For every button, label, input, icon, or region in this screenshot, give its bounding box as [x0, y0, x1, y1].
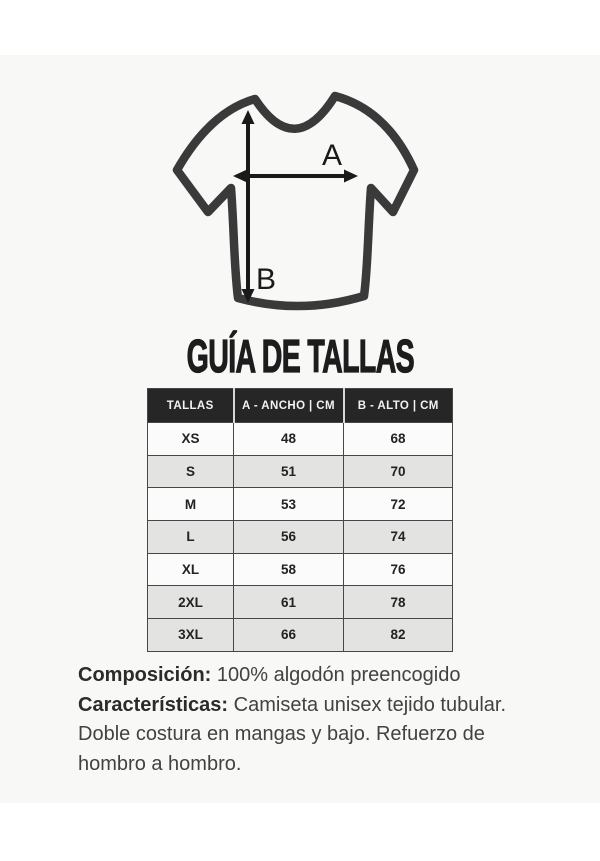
width-cell: 53 [234, 488, 344, 521]
size-cell: S [148, 455, 234, 488]
table-row [148, 553, 453, 586]
height-label-b: B [256, 263, 277, 296]
description-lead-label: Características: [78, 693, 229, 716]
height-cell: 76 [344, 553, 453, 586]
width-label-a: A [322, 139, 343, 172]
height-cell: 72 [344, 488, 453, 521]
table-row [148, 488, 453, 521]
description-text: hombro a hombro. [78, 752, 242, 775]
width-cell: 66 [234, 619, 344, 652]
height-cell: 68 [344, 423, 453, 456]
size-cell: M [148, 488, 234, 521]
tshirt-outline-icon [177, 96, 414, 306]
width-cell: 48 [234, 423, 344, 456]
size-table-header [148, 389, 453, 423]
size-table-body [148, 423, 453, 652]
width-cell: 51 [234, 455, 344, 488]
header-tallas: TALLAS [148, 389, 234, 423]
size-table [147, 388, 453, 652]
description-text: 100% algodón preencogido [211, 664, 461, 686]
table-row [148, 455, 453, 488]
title-row [0, 330, 600, 382]
height-cell: 70 [344, 455, 453, 488]
width-cell: 56 [234, 521, 344, 554]
height-cell: 74 [344, 521, 453, 554]
width-cell: 58 [234, 553, 344, 586]
tshirt-diagram-svg [165, 82, 435, 322]
description-lead-label: Composición: [78, 664, 212, 686]
header-alto: B - ALTO | CM [344, 389, 453, 423]
size-cell: XL [148, 553, 234, 586]
size-cell: 3XL [148, 619, 234, 652]
description [78, 661, 558, 779]
height-cell: 78 [344, 586, 453, 619]
size-cell: 2XL [148, 586, 234, 619]
width-cell: 61 [234, 586, 344, 619]
tshirt-measurement-diagram [165, 82, 435, 322]
description-line [78, 691, 558, 721]
size-cell: XS [148, 423, 234, 456]
header-ancho: A - ANCHO | CM [234, 389, 344, 423]
description-text: Doble costura en mangas y bajo. Refuerzo de [78, 723, 485, 745]
table-row [148, 619, 453, 652]
description-text: Camiseta unisex tejido tubular. [228, 693, 507, 716]
size-cell: L [148, 521, 234, 554]
page-title: GUÍA DE TALLAS [186, 330, 414, 382]
description-line [78, 750, 558, 780]
table-row [148, 521, 453, 554]
height-arrow-icon [242, 110, 255, 303]
description-line [78, 720, 558, 750]
table-row [148, 586, 453, 619]
description-line [78, 661, 558, 691]
height-cell: 82 [344, 619, 453, 652]
table-row [148, 423, 453, 456]
